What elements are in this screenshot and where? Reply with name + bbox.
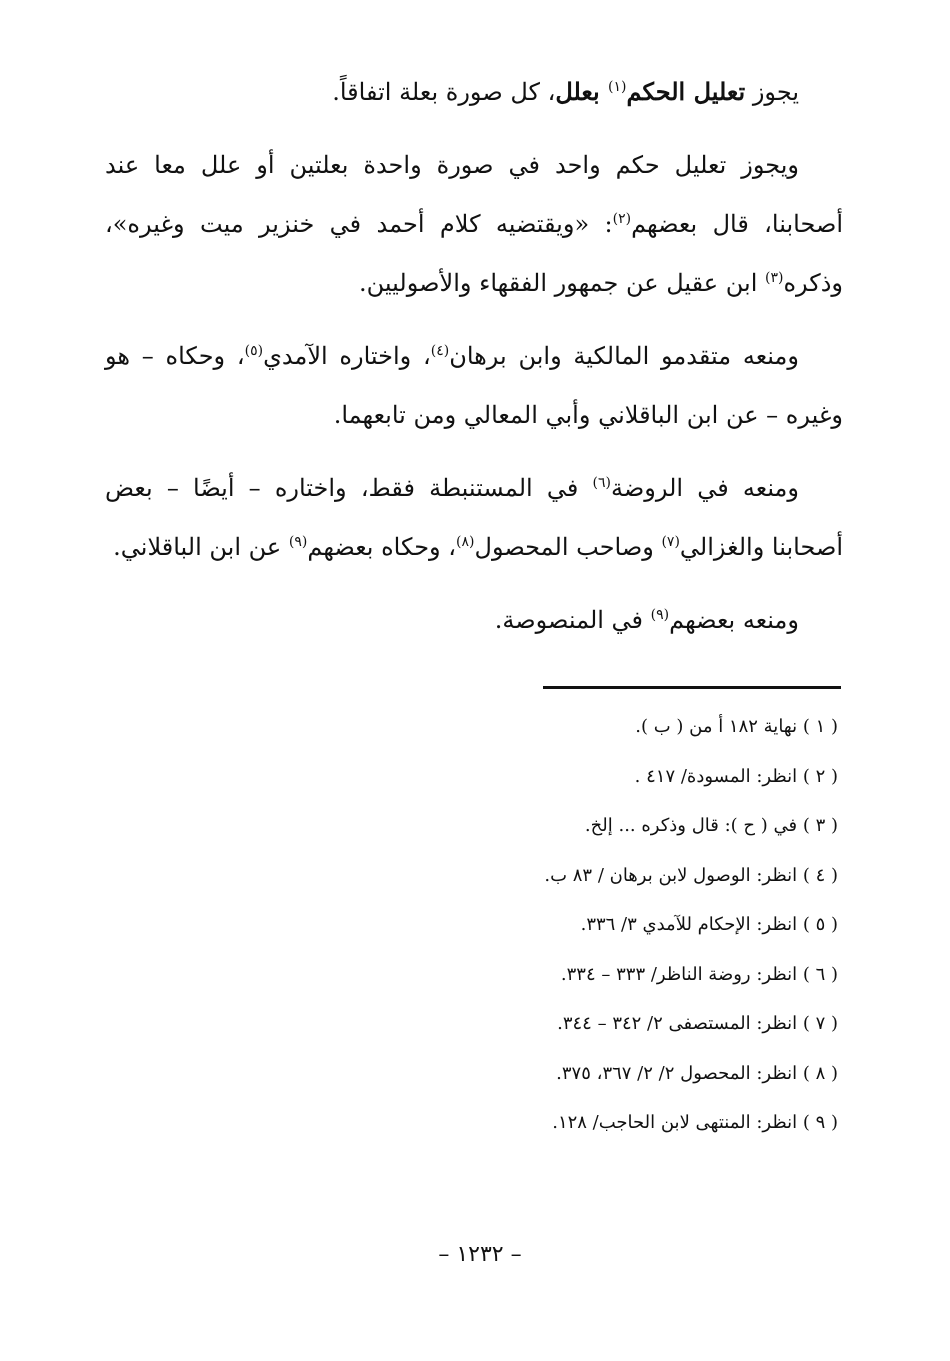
footnote-8: ( ٨ ) انظر: المحصول ٢/ ٢/ ٣٦٧، ٣٧٥.	[556, 1062, 838, 1084]
paragraph-2	[105, 136, 843, 313]
paragraph-4-part-3: وصاحب المحصول	[474, 533, 662, 561]
footnote-ref-9-second: (٩)	[650, 607, 670, 623]
paragraph-2-part-3: ابن عقيل عن جمهور الفقهاء والأصوليين.	[359, 269, 765, 297]
footnote-4: ( ٤ ) انظر: الوصول لابن برهان / ٨٣ ب.	[544, 864, 838, 886]
footnote-ref-5: (٥)	[244, 343, 264, 359]
paragraph-1-rest: ، كل صورة بعلة اتفاقاً.	[332, 78, 556, 106]
footnote-7: ( ٧ ) انظر: المستصفى ٢/ ٣٤٢ – ٣٤٤.	[557, 1013, 838, 1034]
paragraph-3	[105, 327, 843, 445]
footnote-1: ( ١ ) نهاية ١٨٢ أ من ( ب ).	[635, 716, 838, 737]
footnote-separator-rule	[543, 686, 841, 689]
footnote-ref-9: (٩)	[288, 534, 308, 550]
footnote-2: ( ٢ ) انظر: المسودة/ ٤١٧ .	[634, 765, 838, 787]
footnote-ref-8: (٨)	[456, 534, 475, 550]
paragraph-5-part-1: ومنعه بعضهم	[669, 606, 799, 634]
footnotes	[300, 702, 838, 1148]
footnote-9: ( ٩ ) انظر: المنتهى لابن الحاجب/ ١٢٨.	[552, 1112, 838, 1133]
paragraph-3-part-2: ، واختاره الآمدي	[263, 342, 431, 370]
footnote-5: ( ٥ ) انظر: الإحكام للآمدي ٣/ ٣٣٦.	[580, 914, 838, 935]
footnote-ref-3: (٣)	[765, 270, 784, 286]
paragraph-2-part-2: : «ويقتضيه كلام أحمد في خنزير ميت وغيره»، وذكره	[105, 210, 843, 297]
main-text	[105, 62, 843, 664]
paragraph-3-part-3: ، وحكاه – هو وغيره – عن ابن الباقلاني وأبي المعالي ومن تابعهما.	[105, 342, 843, 429]
footnote-ref-1: (١)	[608, 79, 627, 95]
footnote-3: ( ٣ ) في ( ح ): قال وذكره ... إلخ.	[584, 815, 838, 836]
bold-term-taleel-alhukm: تعليل الحكم	[626, 77, 746, 106]
bold-term-bilal: بعلل	[555, 77, 609, 106]
paragraph-4	[105, 459, 843, 577]
paragraph-2-part-1: ويجوز تعليل حكم واحد في صورة واحدة بعلتين أو علل معا عند أصحابنا، قال بعضهم	[105, 151, 843, 238]
footnote-ref-7: (٧)	[661, 534, 680, 550]
footnote-ref-4: (٤)	[430, 343, 450, 359]
paragraph-3-part-1: ومنعه متقدمو المالكية وابن برهان	[449, 342, 799, 370]
paragraph-5	[105, 591, 843, 650]
paragraph-4-part-4: ، وحكاه بعضهم	[307, 533, 457, 561]
paragraph-4-part-1: ومنعه في الروضة	[610, 474, 800, 502]
paragraph-4-part-2: في المستنبطة فقط، واختاره – أيضًا – بعض أصحابنا والغزالي	[105, 474, 843, 561]
footnote-ref-6: (٦)	[592, 475, 611, 491]
paragraph-5-part-2: في المنصوصة.	[494, 606, 651, 634]
page-number: – ١٢٣٢ –	[438, 1242, 522, 1267]
footnote-ref-2: (٢)	[612, 211, 632, 227]
paragraph-1	[105, 62, 843, 122]
paragraph-1-lead: يجوز	[745, 78, 799, 106]
footnote-6: ( ٦ ) انظر: روضة الناظر/ ٣٣٣ – ٣٣٤.	[560, 963, 838, 985]
paragraph-4-part-5: عن ابن الباقلاني.	[113, 533, 289, 561]
